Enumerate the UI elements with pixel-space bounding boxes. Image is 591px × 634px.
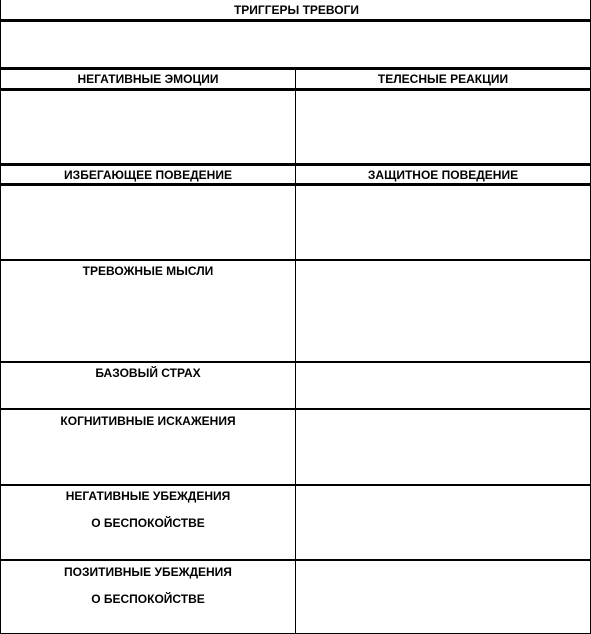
negative-beliefs-label-line1: НЕГАТИВНЫЕ УБЕЖДЕНИЯ <box>65 489 231 503</box>
core-fear-label: БАЗОВЫЙ СТРАХ <box>95 366 201 380</box>
body-reactions-label: ТЕЛЕСНЫЕ РЕАКЦИИ <box>377 72 509 86</box>
anxious-thoughts-input-area[interactable] <box>296 261 590 361</box>
negative-beliefs-input-area[interactable] <box>296 486 590 559</box>
avoidance-behavior-label: ИЗБЕГАЮЩЕЕ ПОВЕДЕНИЕ <box>64 168 232 182</box>
core-fear-input-area[interactable] <box>296 363 590 408</box>
triggers-input-area[interactable] <box>1 22 590 67</box>
negative-emotions-input-area[interactable] <box>1 91 295 163</box>
avoidance-behavior-input-area[interactable] <box>1 186 295 259</box>
anxious-thoughts-label: ТРЕВОЖНЫЕ МЫСЛИ <box>82 264 214 278</box>
positive-beliefs-label <box>1 565 295 606</box>
positive-beliefs-label-line1: ПОЗИТИВНЫЕ УБЕЖДЕНИЯ <box>64 565 232 579</box>
positive-beliefs-input-area[interactable] <box>296 561 590 633</box>
positive-beliefs-label-line2: О БЕСПОКОЙСТВЕ <box>91 592 205 606</box>
negative-beliefs-label-line2: О БЕСПОКОЙСТВЕ <box>91 516 205 530</box>
safety-behavior-input-area[interactable] <box>296 186 590 259</box>
negative-emotions-label: НЕГАТИВНЫЕ ЭМОЦИИ <box>77 72 219 86</box>
cognitive-distortions-input-area[interactable] <box>296 410 590 484</box>
body-reactions-input-area[interactable] <box>296 91 590 163</box>
safety-behavior-label: ЗАЩИТНОЕ ПОВЕДЕНИЕ <box>367 168 519 182</box>
negative-beliefs-label <box>1 489 295 530</box>
cognitive-distortions-label: КОГНИТИВНЫЕ ИСКАЖЕНИЯ <box>60 414 236 428</box>
worksheet-title: ТРИГГЕРЫ ТРЕВОГИ <box>233 3 360 17</box>
